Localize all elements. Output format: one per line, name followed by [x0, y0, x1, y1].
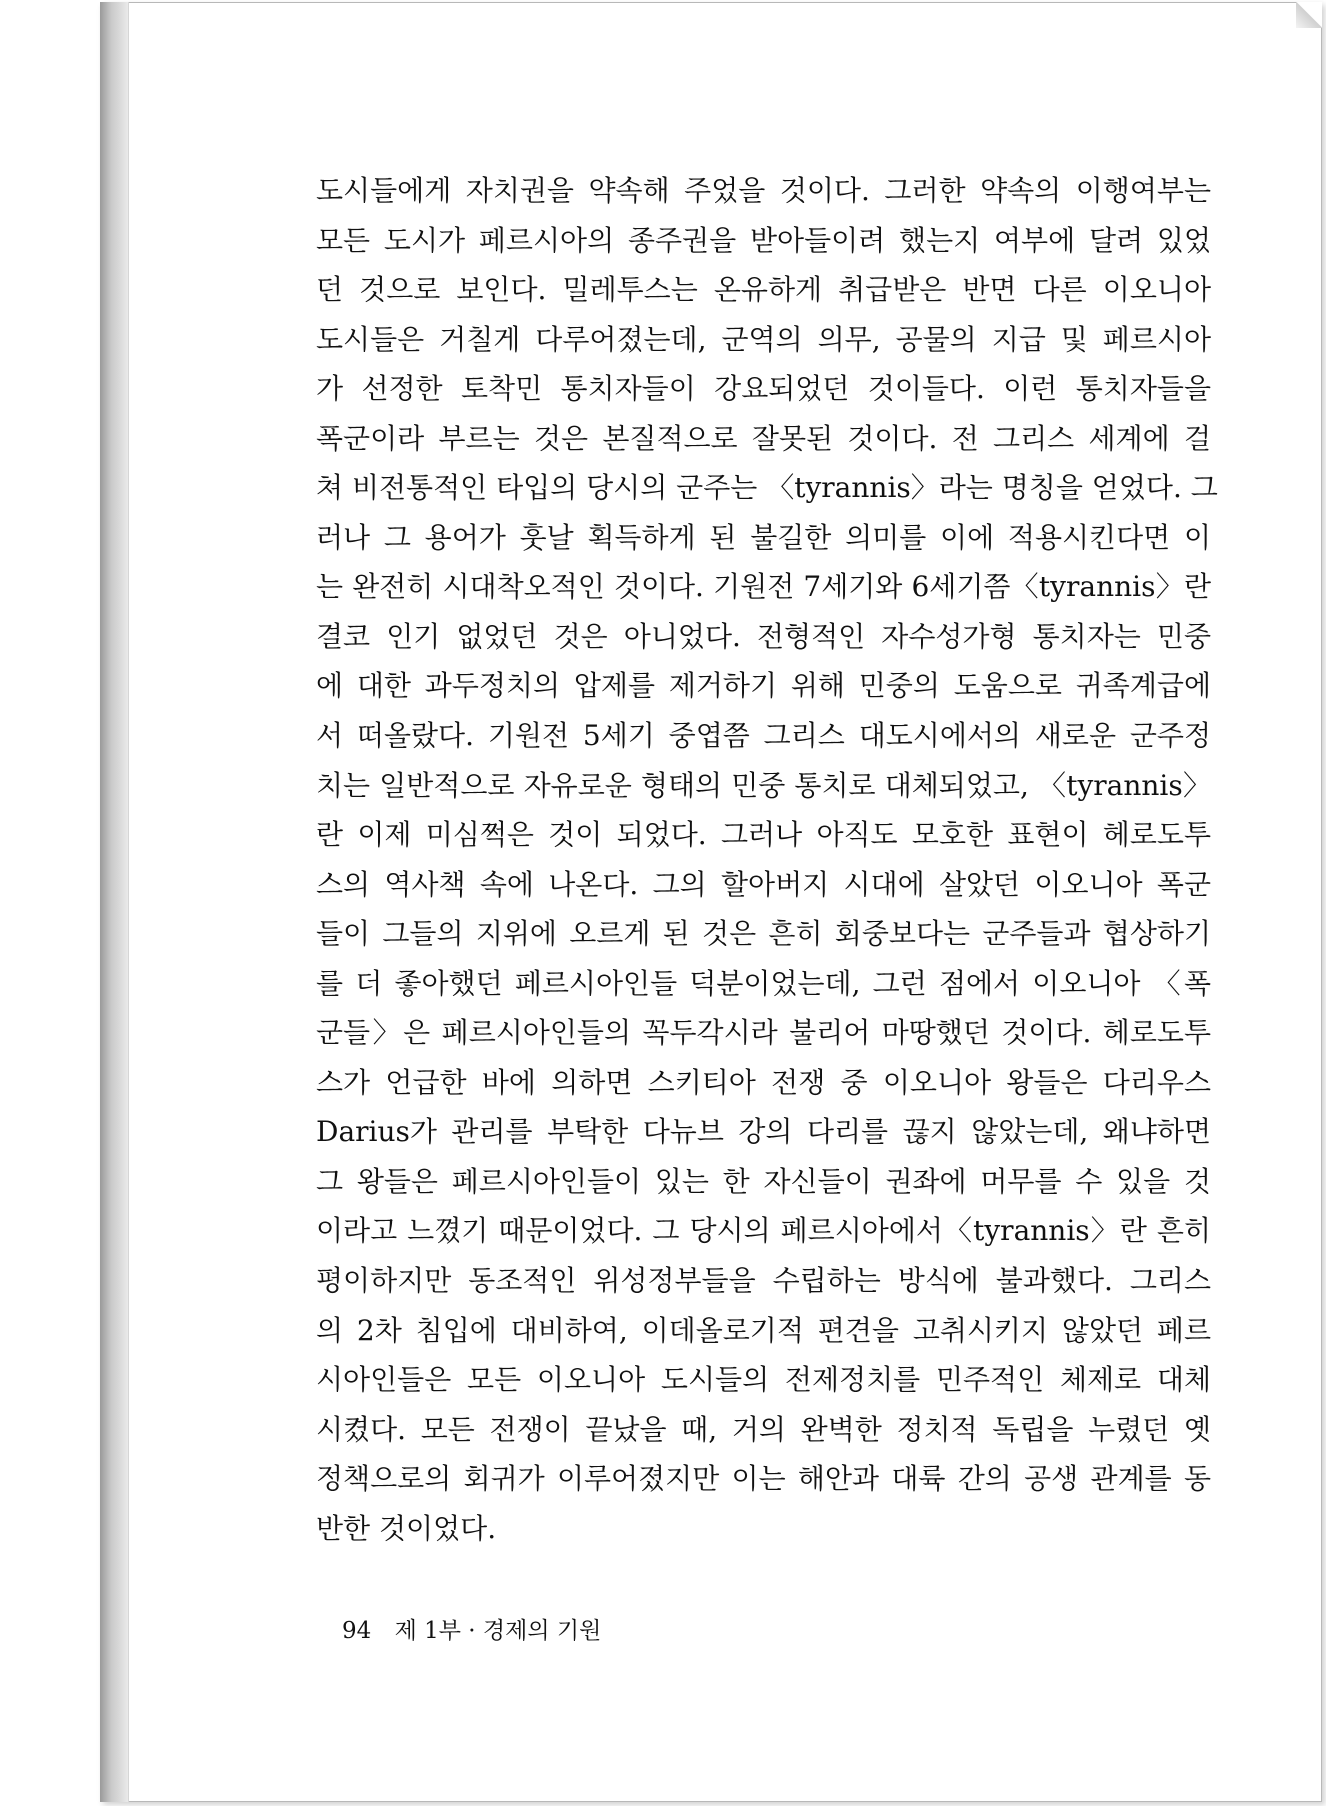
- text-line: Darius가 관리를 부탁한 다뉴브 강의 다리를 끊지 않았는데, 왜냐하면: [316, 1115, 1211, 1149]
- body-text: [316, 166, 1218, 1553]
- text-line: 도시들은 거칠게 다루어졌는데, 군역의 의무, 공물의 지급 및 페르시아: [316, 322, 1211, 356]
- text-line: 던 것으로 보인다. 밀레투스는 온유하게 취급받은 반면 다른 이오니아: [316, 273, 1211, 307]
- text-line: 그 왕들은 페르시아인들이 있는 한 자신들이 권좌에 머무를 수 있을 것: [316, 1164, 1211, 1198]
- text-line: 서 떠올랐다. 기원전 5세기 중엽쯤 그리스 대도시에서의 새로운 군주정: [316, 719, 1211, 753]
- text-line: 를 더 좋아했던 페르시아인들 덕분이었는데, 그런 점에서 이오니아 〈폭: [316, 966, 1211, 1000]
- text-line: 도시들에게 자치권을 약속해 주었을 것이다. 그러한 약속의 이행여부는: [316, 174, 1211, 207]
- book-spine: [100, 2, 129, 1802]
- page-number: 94: [342, 1618, 372, 1644]
- text-line: 는 완전히 시대착오적인 것이다. 기원전 7세기와 6세기쯤〈tyrannis〉란: [316, 570, 1211, 604]
- text-line: 러나 그 용어가 훗날 획득하게 된 불길한 의미를 이에 적용시킨다면 이: [316, 520, 1211, 554]
- text-line: 결코 인기 없었던 것은 아니었다. 전형적인 자수성가형 통치자는 민중: [316, 619, 1211, 653]
- page-footer: [342, 1612, 601, 1645]
- text-line: 시켰다. 모든 전쟁이 끝났을 때, 거의 완벽한 정치적 독립을 누렸던 옛: [316, 1412, 1211, 1446]
- text-line: 치는 일반적으로 자유로운 형태의 민중 통치로 대체되었고, 〈tyrannis〉: [316, 768, 1211, 802]
- text-line: 폭군이라 부르는 것은 본질적으로 잘못된 것이다. 전 그리스 세계에 걸: [316, 421, 1211, 455]
- text-line: 스의 역사책 속에 나온다. 그의 할아버지 시대에 살았던 이오니아 폭군: [316, 867, 1211, 901]
- text-line: 쳐 비전통적인 타입의 당시의 군주는 〈tyrannis〉라는 명칭을 얻었다. 그: [316, 471, 1218, 505]
- text-line: 군들〉은 페르시아인들의 꼭두각시라 불리어 마땅했던 것이다. 헤로도투: [316, 1016, 1211, 1050]
- text-line: 정책으로의 회귀가 이루어졌지만 이는 해안과 대륙 간의 공생 관계를 동: [316, 1462, 1211, 1496]
- page-corner: [1296, 2, 1322, 28]
- text-line: 스가 언급한 바에 의하면 스키티아 전쟁 중 이오니아 왕들은 다리우스: [316, 1065, 1211, 1099]
- text-line: 란 이제 미심쩍은 것이 되었다. 그러나 아직도 모호한 표현이 헤로도투: [316, 818, 1211, 852]
- text-line: 들이 그들의 지위에 오르게 된 것은 흔히 회중보다는 군주들과 협상하기: [316, 917, 1211, 951]
- text-line: 시아인들은 모든 이오니아 도시들의 전제정치를 민주적인 체제로 대체: [316, 1363, 1211, 1397]
- text-line: 모든 도시가 페르시아의 종주권을 받아들이려 했는지 여부에 달려 있었: [316, 223, 1211, 257]
- text-line: 에 대한 과두정치의 압제를 제거하기 위해 민중의 도움으로 귀족계급에: [316, 669, 1211, 703]
- text-line: 이라고 느꼈기 때문이었다. 그 당시의 페르시아에서〈tyrannis〉란 흔히: [316, 1214, 1211, 1248]
- running-footer-title: 제 1부 · 경제의 기원: [394, 1618, 602, 1644]
- text-line: 반한 것이었다.: [316, 1511, 497, 1545]
- text-line: 평이하지만 동조적인 위성정부들을 수립하는 방식에 불과했다. 그리스: [316, 1264, 1211, 1298]
- text-line: 의 2차 침입에 대비하여, 이데올로기적 편견을 고취시키지 않았던 페르: [316, 1313, 1211, 1347]
- text-line: 가 선정한 토착민 통치자들이 강요되었던 것이들다. 이런 통치자들을: [316, 372, 1211, 406]
